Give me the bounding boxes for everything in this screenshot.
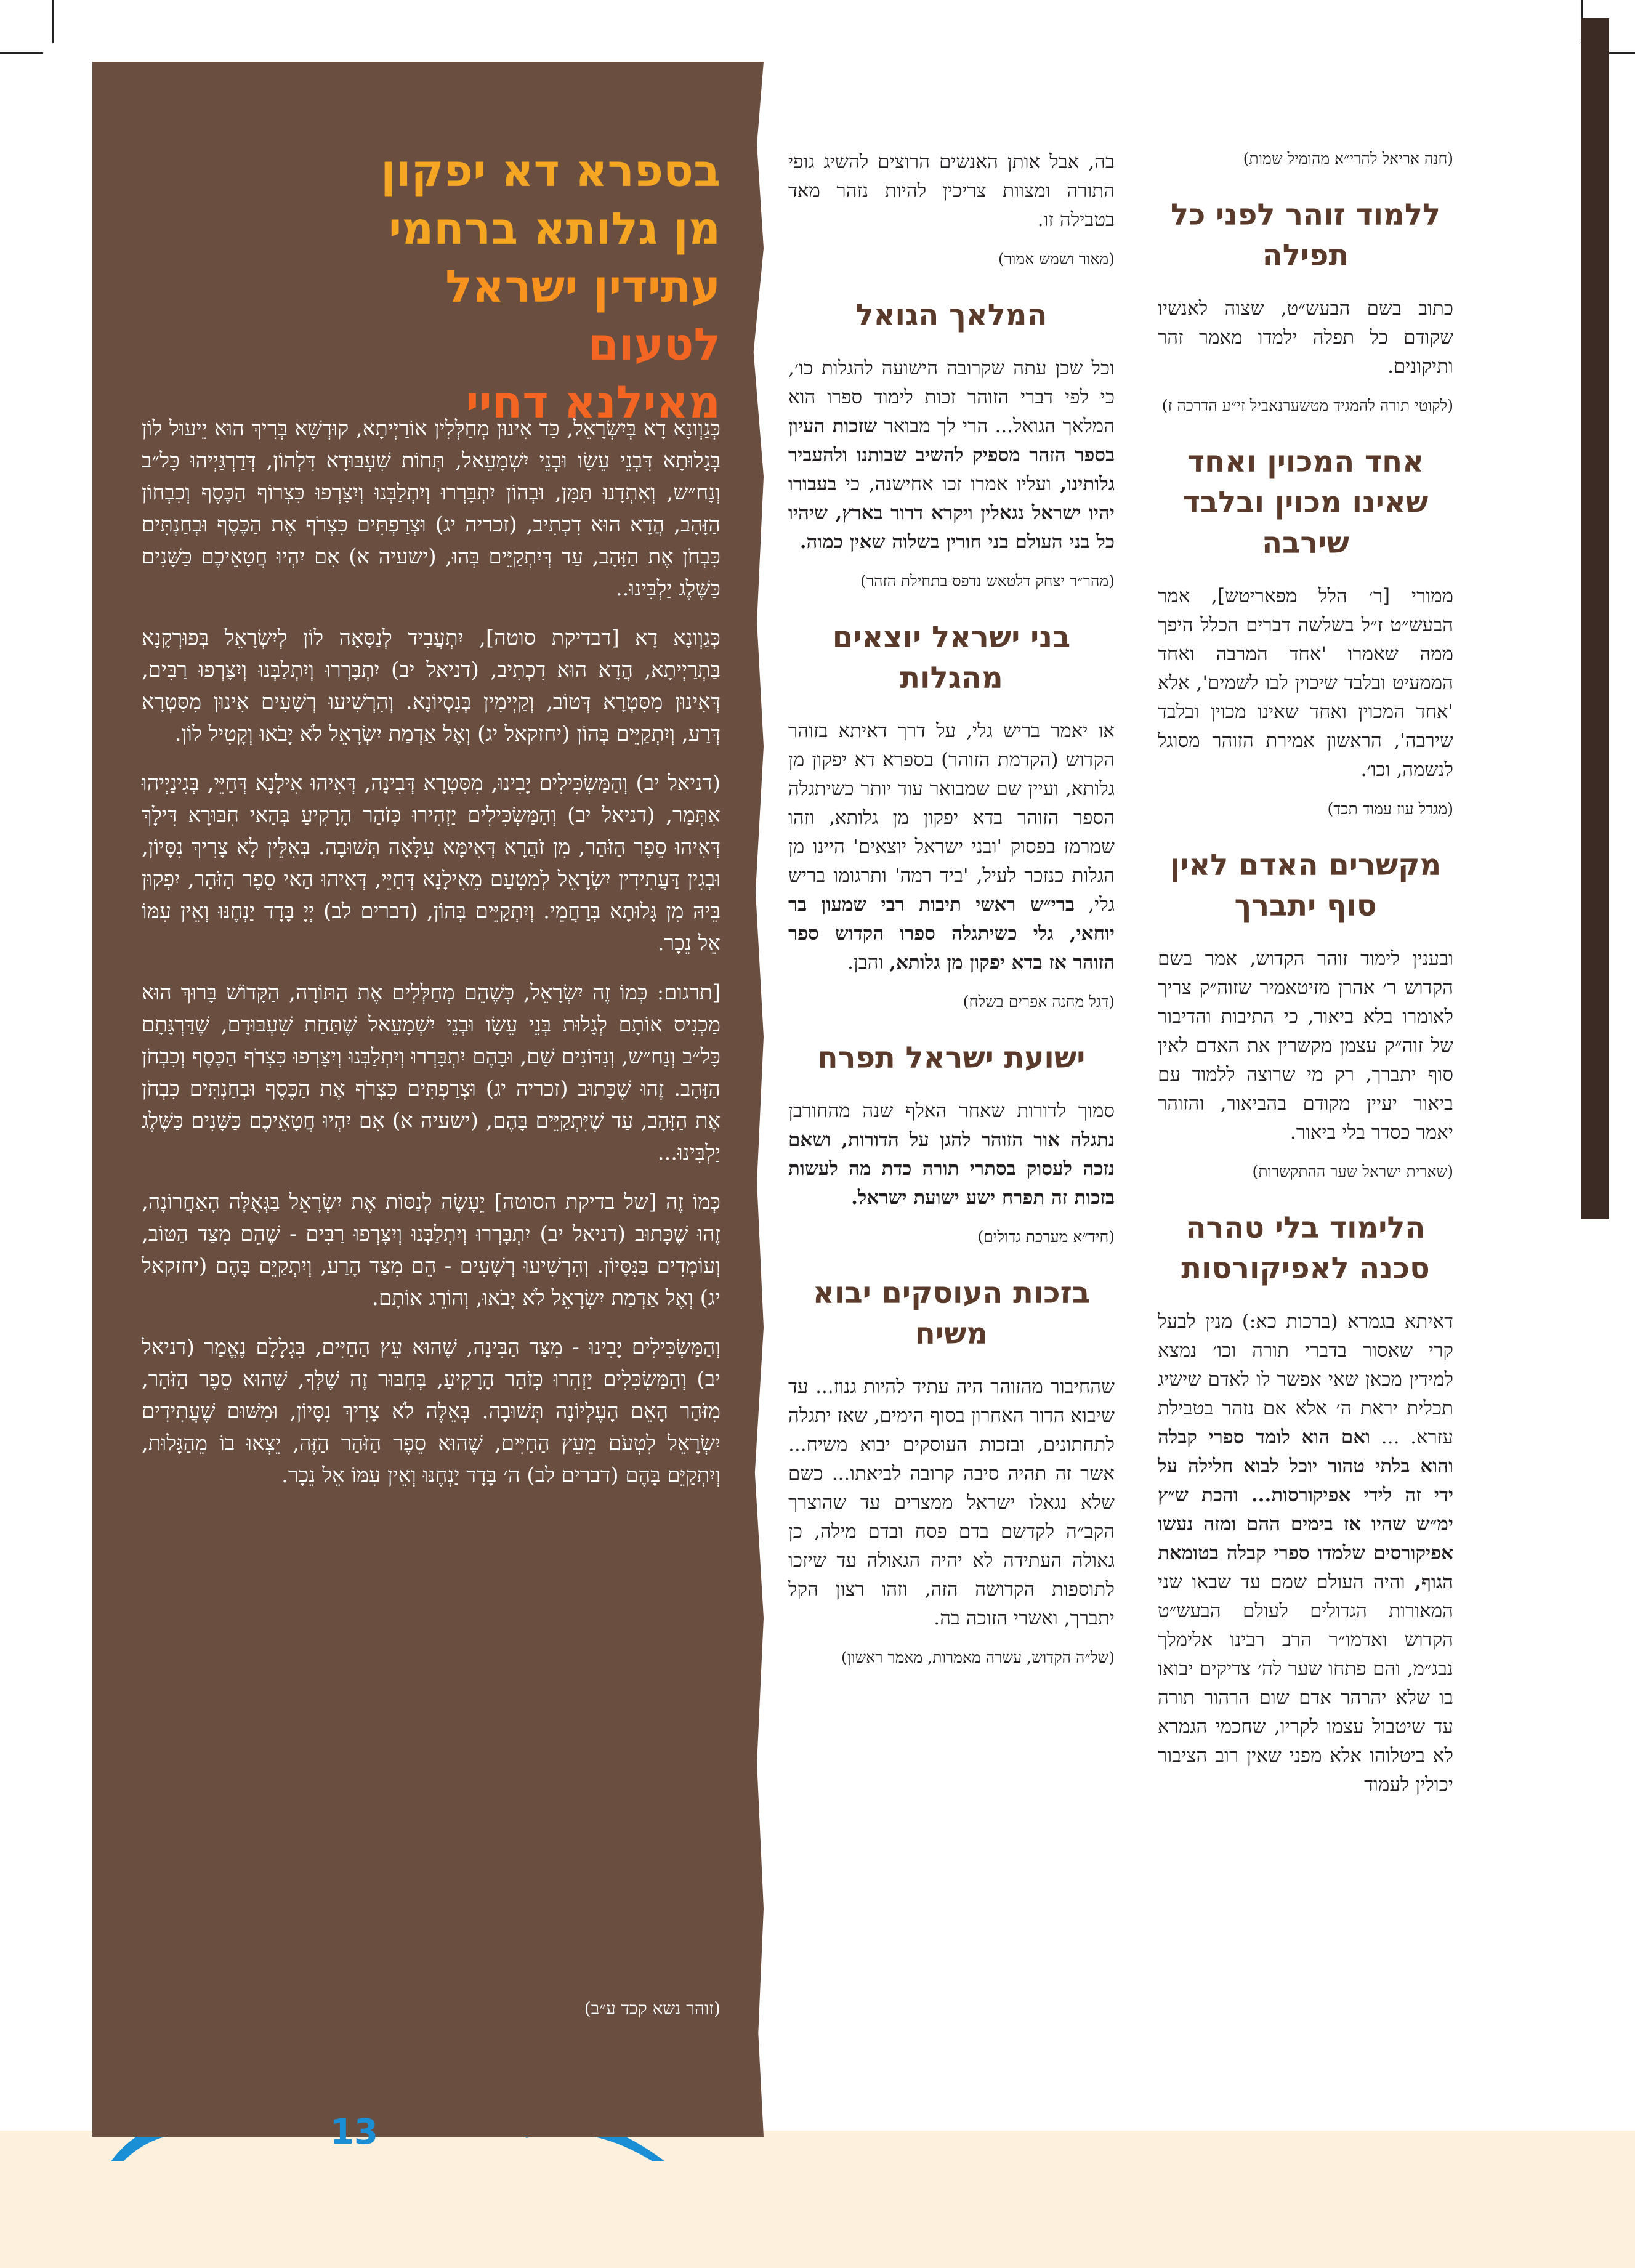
section-title: המלאך הגואל [855,298,1048,333]
section-title: מקשרים האדם לאין סוף יתברך [1169,848,1442,923]
paragraph: כְּגַוְונָא דָא [דבדיקת סוטה], יִתְעֲבִיד לְנַסָּאָה לוֹן לְיִשְׂרָאֵל בְּפוּרְקָנָא בַּתְרַיְיתָא, הֲדָא הוּא דִכְתִיב, (דניאל יב) יִתְבָּרְרוּ וְיִתְלַבְּנוּ וְיִצָּרְפוּ רַבִּים, דְּאִינוּן מִסִּטְרָא דְּטוֹב, וְקַיְימִין בְּנִסְיוֹנָא. וְהִרְשִׁיעוּ רְשָׁעִים אִינוּן מִסִּטְרָא דְּרַע, וְיִתְקַיֵּים בְּהוֹן (יחזקאל יג) וְאֶל אַדְמַת יִשְׂרָאֵל לֹא יָבֹאוּ וְקָטִיל לוֹן. [142,626,721,746]
section-title: אחד המכוין ואחד שאינו מכוין ובלבד שירבה [1182,445,1429,560]
source-citation: (מגדל עוז עמוד תכד) [1327,800,1453,818]
paragraph: כְּמוֹ זֶה [של בדיקת הסוטה] יֵעָשֶׂה לְנַסּוֹת אֶת יִשְׂרָאֵל בַּגְּאֻלָּה הָאַחֲרוֹנָה, זֶהוּ שֶׁכָּתוּב (דניאל יב) יִתְבָּרְרוּ וְיִתְלַבְּנוּ וְיִצָּרְפוּ רַבִּים - שֶׁהֵם מִצַּד הַטּוֹב, וְעוֹמְדִים בַּנִּסָּיוֹן. וְהִרְשִׁיעוּ רְשָׁעִים - הֵם מִצַּד הָרַע, וְיִתְקַיֵּם בָּהֶם (יחזקאל יג) וְאֶל אַדְמַת יִשְׂרָאֵל לֹא יָבֹאוּ, וְהוֹרֵג אוֹתָם. [142,1190,721,1310]
bottom-band [0,2131,1635,2268]
paragraph: (דניאל יב) וְהַמַּשְׂכִּילִים יָבִינוּ, מִסִּטְרָא דְּבִינָה, דְּאִיהוּ אִילָנָא דְּחַיֵּי, בְּגִינַיְיהוּ אִתְּמַר, (דניאל יב) וְהַמַּשְׂכִּילִים יַזְהִירוּ כְּזֹהַר הָרָקִיעַ בְּהַאי חִבּוּרָא דִּילָךְ דְּאִיהוּ סֵפֶר הַזֹּהַר, מִן זֹהֲרָא דְּאִימָּא עִלָּאָה תְּשׁוּבָה. בְּאִלֵּין לָא צָרִיךְ נִסָּיוֹן, וּבְגִין דַּעֲתִידִין יִשְׂרָאֵל לְמִטְעַם מֵאִילָנָא דְּחַיֵּי, דְּאִיהוּ הַאי סֵפֶר הַזֹּהַר, יִפְקוּן בֵּיהּ מִן גָּלוּתָא בְּרַחֲמֵי. וְיִתְקַיֵּים בְּהוֹן, (דברים לב) יְיָ בָּדָד יַנְחֶנּוּ וְאֵין עִמּוֹ אֵל נֵכָר. [142,771,721,956]
paragraph: [תרגום: כְּמוֹ זֶה יִשְׂרָאֵל, כְּשֶׁהֵם מְחַלְּלִים אֶת הַתּוֹרָה, הַקָּדוֹשׁ בָּרוּךְ הוּא מַכְנִיס אוֹתָם לְגָלוּת בְּנֵי עֵשָׂו וּבְנֵי יִשְׁמָעֵאל שֶׁתַּחַת שִׁעְבּוּדָם, שֶׁדַּרְגָּתָם כָּל״ב וְנָח״ש, וְנִדּוֹנִים שָׁם, וּבָהֶם יִתְבָּרְרוּ וְיִתְלַבְּנוּ וְיִצָּרְפוּ כִּצְרֹף הַכֶּסֶף וְכִבְחֹן הַזָּהָב. זֶהוּ שֶׁכָּתוּב (זכריה יג) וּצְרַפְתִּים כִּצְרֹף אֶת הַכֶּסֶף וּבְחַנְתִּים כִּבְחֹן אֶת הַזָּהָב, עַד שֶׁיִּתְקַיֵּים בָּהֶם, (ישעיה א) אִם יִהְיוּ חֲטָאֵיכֶם כַּשָּׁנִים כַּשֶּׁלֶג יַלְבִּינוּ... [142,980,721,1165]
source-citation: (זוהר נשא קכד ע״ב) [584,1998,721,2019]
title-line: עתידין ישראל [445,260,721,312]
section-text: שהחיבור מהזוהר היה עתיד להיות גנוז... עד שיבוא הדור האחרון בסוף הימים, שאז יתגלה לתחתונים, ובזכות העוסקים יבוא משיח... אשר זה תהיה סיבה קרובה לביאתו... כשם שלא נגאלו ישראל ממצרים עד שהוצרך הקב״ה לקדשם בדם פסח ובדם מילה, כן גאולה העתידה לא יהיה הגאולה עד שיזכו לתוספות הקדושה הזה, וזהו רצון הקל יתברך, ואשרי הזוכה בה. [788,1376,1115,1629]
section-title: הלימוד בלי טהרה סכנה לאפיקורסות [1181,1211,1430,1286]
title-line: בספרא דא יפקון [381,145,721,196]
section-text: סמוך לדורות שאחר האלף שנה מהחורבן נתגלה אור הזוהר להגן על הדורות, ושאם נזכה לעסוק בסתרי תורה כדת מה לעשות בזכות זה תפרח ישע ישועת ישראל. [788,1100,1115,1209]
section-title: ישועת ישראל תפרח [817,1041,1086,1075]
section-text: כתוב בשם הבעש״ט, שצוה לאנשיו שקודם כל תפלה ילמדו מאמר זהר ותיקונים. [1158,297,1453,377]
section-text: וכל שכן עתה שקרובה הישועה להגלות כו׳, כי לפי דברי הזוהר זכות לימוד ספרו הוא המלאך הגואל... הרי לך מבואר שזכות העיון בספר הזהר מספיק להשיב שבותנו ולהעביר גלותינו, ועליו אמרו זכו אחישנה, כי בעבורו יהיו ישראל נגאלין ויקרא דרור בארץ, שיהיו כל בני העולם בני חורין בשלוה שאין כמוה. [788,357,1115,553]
left-article-body [142,413,721,1509]
source-citation: (דגל מחנה אפרים בשלח) [963,993,1115,1011]
section-title: ללמוד זוהר לפני כל תפילה [1171,198,1440,273]
right-column [1158,148,1453,1799]
source-citation: (שארית ישראל שער ההתקשרות) [1252,1163,1453,1180]
title-line: מן גלותא ברחמי [388,203,721,254]
source-citation: (חיד״א מערכת גדולים) [977,1228,1115,1246]
crop-mark [0,52,43,54]
middle-column [788,148,1115,1693]
page-number: 13 [330,2112,378,2152]
source-citation: (מאור ושמש אמור) [998,250,1115,268]
crop-mark [52,0,54,43]
section-title: בני ישראל יוצאים מהגלות [832,620,1071,695]
paragraph: כְּגַוְונָא דָא בְּיִשְׂרָאֵל, כַּד אִינוּן מְחַלְּלִין אוֹרַיְיתָא, קוּדְשָׁא בְּרִיךְ הוּא יֵיעוּל לוֹן בְּגָלוּתָא דִּבְנֵי עֵשָׂו וּבְנֵי יִשְׁמָעֵאל, תְּחוֹת שִׁעְבּוּדָא דִּלְהוֹן, דְּדַרְגַּיְיהוּ כָּל״ב וְנָח״ש, וְאִתְדָנוּ תַּמָּן, וּבְהוֹן יִתְבָּרְרוּ וְיִתְלַבְּנוּ וְיִצָּרְפוּ כִּצְרוֹף הַכֶּסֶף וְכִבְחוֹן הַזָּהָב, הֲדָא הוּא דִכְתִיב, (זכריה יג) וּצְרַפְתִּים כִּצְרֹף אֶת הַכֶּסֶף וּבְחַנְתִּים כִּבְחֹן אֶת הַזָּהָב, עַד דְּיִתְקַיֵּים בְּהוּ, (ישעיה א) אִם יִהְיוּ חֲטָאֵיכֶם כַּשָּׁנִים כַּשֶּׁלֶג יַלְבִּינוּ.. [142,416,721,601]
source-citation: (של״ה הקדוש, עשרה מאמרות, מאמר ראשון) [841,1649,1115,1666]
page-edge-strip [1581,18,1609,1219]
title-line: לטעום [587,318,721,370]
section-text: ממורי [ר׳ הלל מפאריטש], אמר הבעש״ט ז״ל בשלשה דברים הכלל היפך ממה שאמרו 'אחד המרבה ואחד הממעיט ובלבד שיכוין לבו לשמים', אלא 'אחד המכוין ואחד שאינו מכוין ובלבד שירבה', הראשון אמירת הזוהר מסוגל לנשמה, וכו׳. [1158,585,1453,781]
section-text: ובענין לימוד זוהר הקדוש, אמר בשם הקדוש ר׳ אהרן מזיטאמיר שזוה״ק צריך לאומרו בלא ביאור, כי התיבות והדיבור של זוה״ק עצמן מקשרין את האדם לאין סוף יתברך, רק מי שרוצה ללמוד עם ביאור יעיין מקודם בהביאור, והזוהר יאמר כסדר בלי ביאור. [1158,948,1453,1144]
section-text: או יאמר בריש גלי, על דרך דאיתא בזוהר הקדוש (הקדמת הזוהר) בספרא דא יפקון מן גלותא, ועיין שם שמבואר עוד יותר כשיתגלה הספר הזוהר בדא יפקון מן גלותא, וזהו שמרמז בפסוק 'ובני ישראל יוצאים' היינו מן הגלות כנזכר לעיל, 'ביד רמה' ותרגומו בריש גלי, ברי״ש ראשי תיבות רבי שמעון בר יוחאי, גלי כשיתגלה ספרו הקדוש ספר הזוהר אז בדא יפקון מן גלותא, והבן. [788,720,1115,974]
source-citation: (חנה אריאל להרי״א מהומיל שמות) [1243,150,1453,167]
intro-text: בה, אבל אותן האנשים הרוצים להשיג גופי התורה ומצוות צריכין להיות נזהר מאד בטבילה זו. [788,151,1115,231]
section-text: דאיתא בגמרא (ברכות כא:) מנין לבעל קרי שאסור בדברי תורה וכו׳ נמצא למידין מכאן שאי אפשר לו לאדם שישיג תכלית יראת ה׳ אלא אם נזהר בטבילת עזרא. ... ואם הוא לומד ספרי קבלה והוא בלתי טהור יוכל לבוא חלילה על ידי זה לידי אפיקורסות... והכת ש״ץ ימ״ש שהיו אז בימים ההם ומזה נעשו אפיקורסים שלמדו ספרי קבלה בטומאת הגוף, והיה העולם שמם עד שבאו שני המאורות הגדולים לעולם הבעש״ט הקדוש ואדמו״ר הרב רבינו אלימלך נבג״מ, והם פתחו שער לה׳ צדיקים יבואו בו שלא יהרהר אדם שום הרהור תורה עד שיטבול עצמו לקריו, שחכמי הגמרא לא ביטלוהו אלא מפני שאין רוב הציבור יכולין לעמוד [1158,1310,1453,1796]
source-citation: (לקוטי תורה להמגיד מטשערנאביל זי״ע הדרכה ז) [1161,397,1453,414]
title-line: מאילנא דחיי [466,376,721,428]
source-citation: (מהר״ר יצחק דלטאש נדפס בתחילת הזהר) [860,572,1115,590]
left-article-title [142,142,721,431]
paragraph: וְהַמַּשְׂכִּילִים יָבִינוּ - מִצַּד הַבִּינָה, שֶׁהוּא עֵץ הַחַיִּים, בִּגְלָלָם נֶאֱמַר (דניאל יב) וְהַמַּשְׂכִּלִים יַזְהִרוּ כְּזֹהַר הָרָקִיעַ, בְּחִבּוּר זֶה שֶׁלְּךָ, שֶׁהוּא סֵפֶר הַזֹּהַר, מִזֹּהַר הָאֵם הָעֶלְיוֹנָה תְּשׁוּבָה. בְּאֵלֶּה לֹא צָרִיךְ נִסָּיוֹן, וּמִשּׁוּם שֶׁעֲתִידִים יִשְׂרָאֵל לִטְעֹם מֵעֵץ הַחַיִּים, שֶׁהוּא סֵפֶר הַזֹּהַר הַזֶּה, יֵצְאוּ בוֹ מֵהַגָּלוּת, וְיִתְקַיֵּם בָּהֶם (דברים לב) ה׳ בָּדָד יַנְחֶנּוּ וְאֵין עִמּוֹ אֵל נֵכָר. [142,1335,721,1488]
section-title: בזכות העוסקים יבוא משיח [812,1276,1091,1351]
